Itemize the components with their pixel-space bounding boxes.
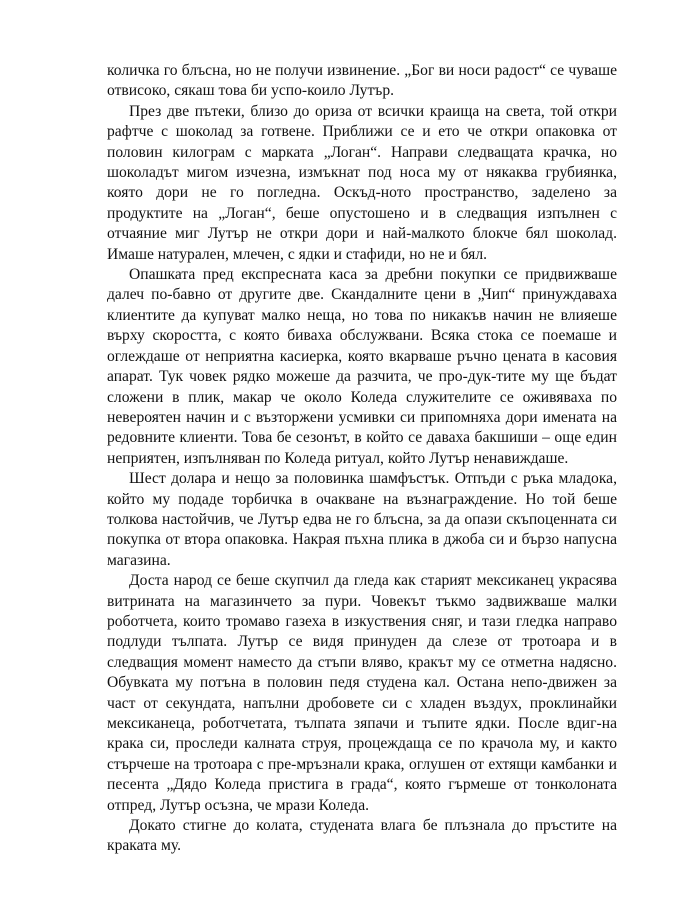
paragraph: Шест долара и нещо за половинка шамфъстък. Отпъди с ръка младока, който му подаде торбичка в очакване на възнаграждение. Но той беше толкова настойчив, че Лутър едва не го блъсна, за да опази скъпоценната си покупка от втора опаковка. Накрая пъхна плика в джоба си и бързо напусна магазина. [107, 470, 617, 569]
paragraph: количка го блъсна, но не получи извинение. „Бог ви носи радост“ се чуваше отвисоко, сякаш това би успо-коило Лутър. [107, 62, 617, 100]
body-text [107, 61, 617, 857]
paragraph: Доста народ се беше скупчил да гледа как старият мексиканец украсява витрината на магазинчето за пури. Човекът тъкмо задвижваше малки роботчета, които тромаво газеха в изкуствения сняг, и тази гледка направо подлуди тълпата. Лутър се видя принуден да слезе от тротоара и в следващия момент наместо да стъпи вляво, кракът му се отметна надясно. Обувката му потъна в половин педя студена кал. Остана непо-движен за част от секундата, напълни дробовете си с хладен въздух, проклинайки мексиканеца, роботчетата, тълпата зяпачи и тъпите ядки. После вдиг-на крака си, проследи калната струя, процеждаща се по крачола му, и както стърчеше на тротоара с пре-мръзнали крака, оглушен от ехтящи камбанки и песента „Дядо Коледа пристига в града“, която гърмеше от тонколоната отпред, Лутър осъзна, че мрази Коледа. [107, 572, 617, 814]
paragraph: Докато стигне до колата, студената влага бе плъзнала до пръстите на краката му. [107, 817, 617, 855]
paragraph: През две пътеки, близо до ориза от всички краища на света, той откри рафтче с шоколад за готвене. Приближи се и ето че откри опаковка от половин килограм с марката „Логан“. Направи следващата крачка, но шоколадът мигом изчезна, измъкнат под носа му от някаква грубиянка, която дори не го погледна. Оскъд-ното пространство, заделено за продуктите на „Логан“, беше опустошено и в следващия изпълнен с отчаяние миг Лутър не откри дори и най-малкото блокче бял шоколад. Имаше натурален, млечен, с ядки и стафиди, но не и бял. [107, 102, 617, 263]
paragraph: Опашката пред експресната каса за дребни покупки се придвижваше далеч по-бавно от другите две. Скандалните цени в „Чип“ принуждаваха клиентите да купуват малко неща, но това по никакъв начин не влияеше върху скоростта, с която биваха обслужвани. Всяка стока се поемаше и оглеждаше от неприятна касиерка, която вкарваше ръчно цената в касовия апарат. Тук човек рядко можеше да разчита, че про-дук-тите му ще бъдат сложени в плик, макар че около Коледа служителите се оживяваха по невероятен начин и с възторжени усмивки си припомняха дори имената на редовните клиенти. Това бе сезонът, в който се даваха бакшиши – още един неприятен, изпълняван по Коледа ритуал, който Лутър ненавиждаше. [107, 266, 617, 467]
